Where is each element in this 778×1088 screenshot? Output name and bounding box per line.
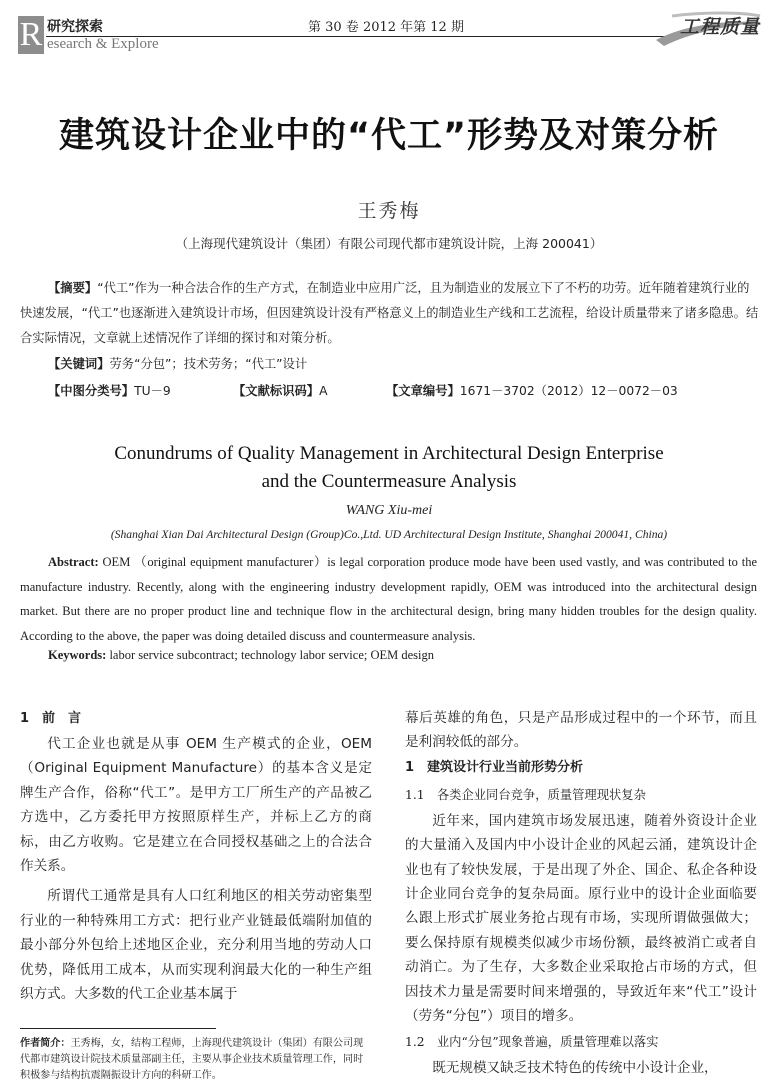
english-affiliation: (Shanghai Xian Dai Architectural Design (Group)Co.,Ltd. UD Architectural Design Institute, Shanghai 200041, China) xyxy=(110,528,668,541)
clc-value: TU－9 xyxy=(134,384,171,398)
author-bio-footnote xyxy=(20,1036,372,1084)
footnote-text: 王秀梅，女，结构工程师，上海现代建筑设计（集团）有限公司现代都市建筑设计院技术质量部副主任，主要从事企业技术质量管理工作，同时积极参与结构抗震隔振设计方向的科研工作。 xyxy=(20,1038,364,1081)
body-left-column xyxy=(20,706,372,1006)
clc-number xyxy=(48,381,171,399)
section-2-1-heading: 1.1 各类企业同台竞争，质量管理现状复杂 xyxy=(405,787,646,802)
article-title: 建筑设计企业中的“代工”形势及对策分析 xyxy=(58,116,719,156)
section-2-2-heading: 1.2 业内“分包”现象普遍，质量管理难以落实 xyxy=(405,1035,659,1050)
article-no-value: 1671－3702（2012）12－0072－03 xyxy=(459,384,678,398)
column-title-cn: 研究探索 xyxy=(47,19,103,35)
keywords-cn xyxy=(48,354,307,372)
section-1-heading: 1 前 言 xyxy=(20,711,82,726)
english-keywords xyxy=(48,648,434,663)
english-abstract-text: OEM （original equipment manufacturer）is legal corporation produce mode have been used vastly, and was contributed to the manufacture industry. Recently, along with the engineering industry development rapidly, OEM was introduced into the architectural design market. But there are no proper product line and technique flow in the architectural design, bring many hidden troubles for the design quality. According to the above, the paper was doing detailed discuss and countermeasure analysis. xyxy=(20,555,758,643)
header-rule xyxy=(46,36,666,37)
english-abstract-label: Abstract: xyxy=(48,555,99,569)
doc-code-label: 【文献标识码】 xyxy=(233,384,320,398)
journal-brand: 工程质量 xyxy=(680,16,761,38)
article-no-label: 【文章编号】 xyxy=(386,384,460,398)
keywords-label: 【关键词】 xyxy=(48,357,110,371)
page-header xyxy=(0,0,778,64)
abstract-text: “代工”作为一种合法合作的生产方式，在制造业中应用广泛，且为制造业的发展立下了不朽的功劳。近年随着建筑行业的快速发展，“代工”也逐渐进入建筑设计市场，但因建筑设计没有严格意义上的制造业生产线和工艺流程，给设计质量带来了诸多隐患。结合实际情况，文章就上述情况作了详细的探讨和对策分析。 xyxy=(20,281,759,345)
article-number xyxy=(386,381,678,399)
section-1-paragraph-2: 所谓代工通常是具有人口红利地区的相关劳动密集型行业的一种特殊用工方式：把行业产业链最低端附加值的最小部分外包给上述地区企业，充分利用当地的劳动人口优势，降低用工成本，从而实现利润最大化的一种生产组织方式。大多数的代工企业基本属于 xyxy=(20,888,372,1003)
abstract-label: 【摘要】 xyxy=(48,281,98,295)
english-title xyxy=(0,440,778,496)
section-2-1-paragraph: 近年来，国内建筑市场发展迅速，随着外资设计企业的大量涌入及国内中小设计企业的风起云涌，建筑设计企业也有了较快发展，于是出现了外企、国企、私企各种设计企业同台竞争的复杂局面。原行业中的设计企业面临要么跟上形式扩展业务抢占现有市场，实现所谓做强做大；要么保持原有规模类似减少市场份额，最终被消亡或者自动消亡。为了生存，大多数企业采取抢占市场的方式，但因技术力量是需要时间来增强的，导致近年来“代工”设计（劳务“分包”）项目的增多。 xyxy=(405,812,757,1025)
english-keywords-text: labor service subcontract; technology labor service; OEM design xyxy=(109,648,435,662)
footnote-label: 作者简介： xyxy=(20,1038,71,1049)
section-1-paragraph-1: 代工企业也就是从事 OEM 生产模式的企业，OEM（Original Equipment Manufacture）的基本含义是定牌生产合作，俗称“代工”。是甲方工厂所生产的产品被乙方选中，乙方委托甲方按照原样生产，并标上乙方的商标，由乙方收购。它是建立在合同授权基础之上的合法合作关系。 xyxy=(20,736,372,875)
issue-info: 第 30 卷 2012 年第 12 期 xyxy=(308,20,464,35)
body-right-column xyxy=(405,706,757,1081)
clc-label: 【中图分类号】 xyxy=(48,384,135,398)
section-2-2-paragraph: 既无规模又缺乏技术特色的传统中小设计企业， xyxy=(432,1060,718,1077)
footnote-rule xyxy=(20,1028,216,1029)
english-title-line1: Conundrums of Quality Management in Architectural Design Enterprise xyxy=(114,443,664,464)
english-abstract xyxy=(20,550,757,648)
author-affiliation: （上海现代建筑设计（集团）有限公司现代都市建筑设计院，上海 200041） xyxy=(175,236,603,251)
column-title-en: esearch & Explore xyxy=(47,36,159,52)
section-1-paragraph-2-cont: 幕后英雄的角色，只是产品形成过程中的一个环节，而且是利润较低的部分。 xyxy=(405,710,757,751)
abstract-cn xyxy=(20,276,760,351)
section-2-heading: 1 建筑设计行业当前形势分析 xyxy=(405,759,584,775)
document-code xyxy=(233,381,328,399)
keywords-text: 劳务“分包”；技术劳务；“代工”设计 xyxy=(109,357,308,371)
english-title-line2: and the Countermeasure Analysis xyxy=(261,471,517,492)
english-keywords-label: Keywords: xyxy=(48,648,107,662)
column-logo: R xyxy=(19,16,43,53)
doc-code-value: A xyxy=(319,384,328,398)
author-name: 王秀梅 xyxy=(357,200,421,222)
english-author: WANG Xiu-mei xyxy=(345,503,433,518)
